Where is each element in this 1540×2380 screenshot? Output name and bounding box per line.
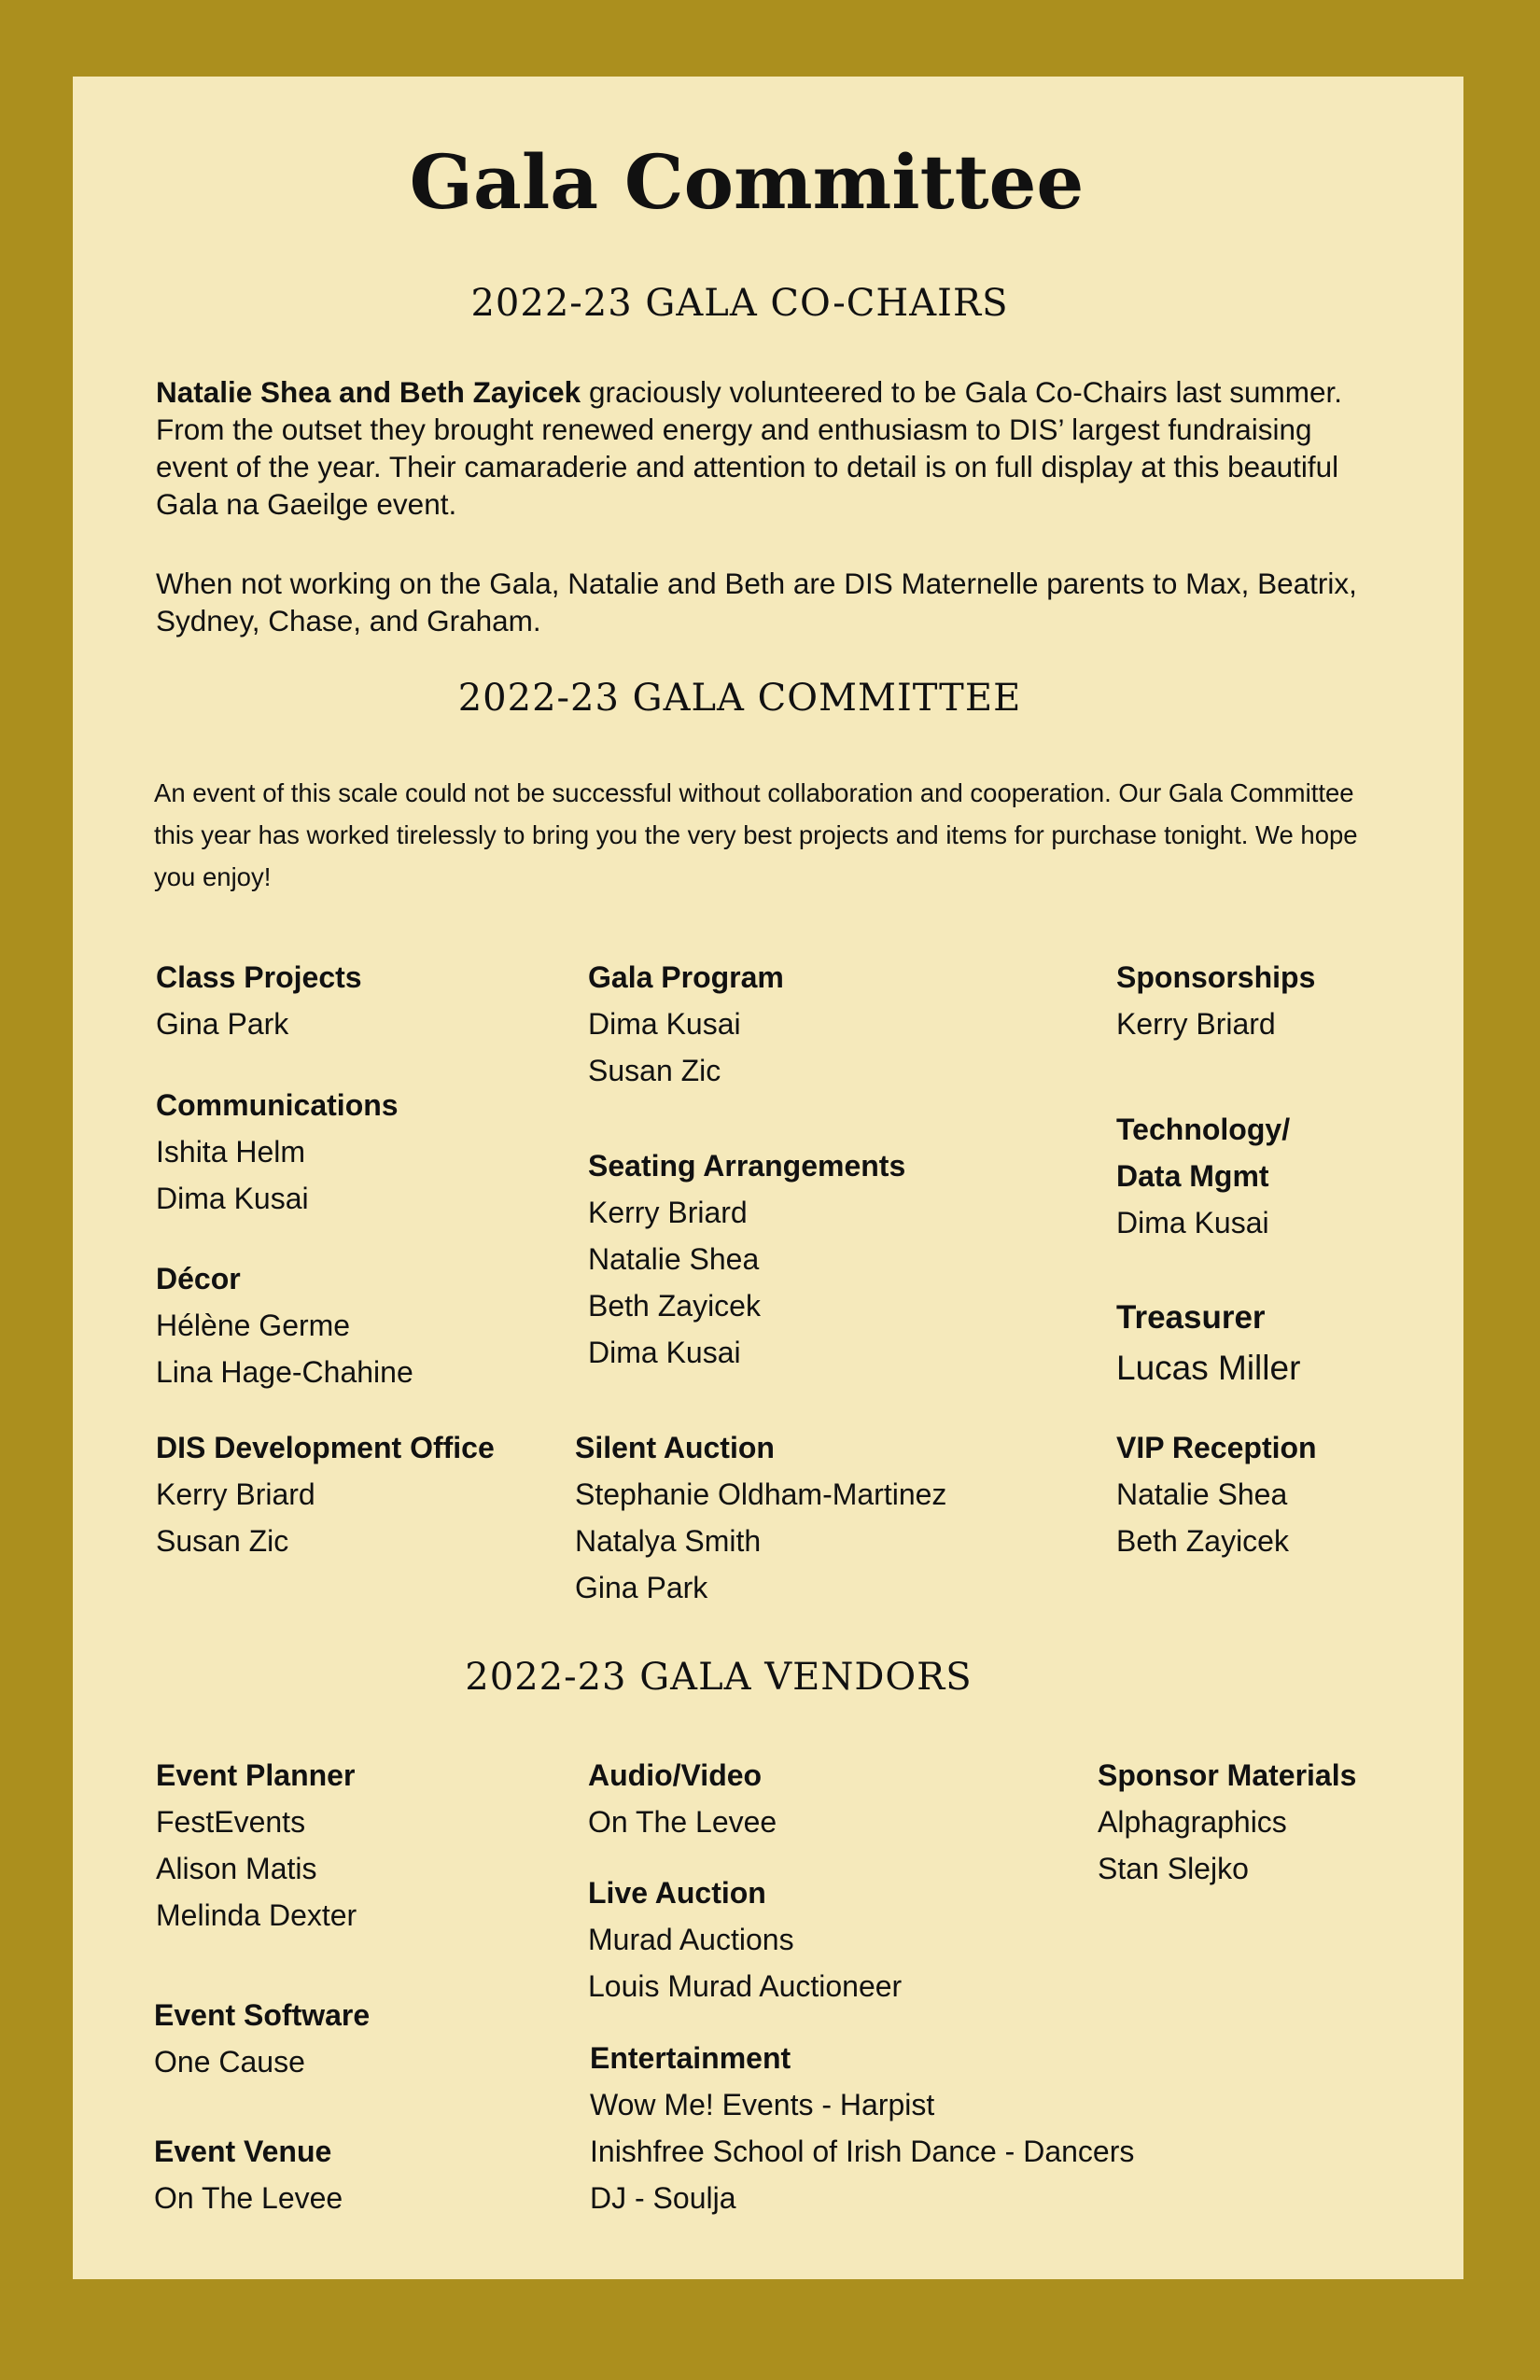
committee-heading: 2022-23 GALA COMMITTEE — [457, 677, 1022, 720]
committee-group-class-projects — [156, 954, 362, 1047]
group-heading: Class Projects — [156, 960, 362, 994]
committee-group-silent-auction — [575, 1424, 946, 1611]
committee-intro: An event of this scale could not be successful without collaboration and cooperation. Our Gala Committee this year has worked tirelessly to bring you the very best projects and items for purchase tonight. We hope you enjoy! — [154, 778, 1358, 891]
group-name: Beth Zayicek — [1116, 1524, 1289, 1558]
group-name: Melinda Dexter — [156, 1898, 357, 1932]
group-name: FestEvents — [156, 1805, 306, 1839]
group-heading: Entertainment — [590, 2041, 791, 2075]
cochairs-paragraph-1-text: graciously volunteered to be Gala Co-Chairs last summer. From the outset they brought renewed energy and enthusiasm to DIS’ largest fundraising event of the year. Their camaraderie and attention to detail is on full display at this beautiful Gala na Gaeilge event. — [156, 375, 1343, 521]
committee-group-technology — [1116, 1106, 1350, 1246]
vendor-group-event-software — [154, 1992, 370, 2085]
group-name: Natalya Smith — [575, 1524, 762, 1558]
group-name: Dima Kusai — [588, 1336, 741, 1369]
group-name: Lina Hage-Chahine — [156, 1355, 413, 1389]
committee-group-communications — [156, 1082, 399, 1222]
group-name: Inishfree School of Irish Dance - Dancers — [590, 2135, 1135, 2168]
group-name: Murad Auctions — [588, 1923, 794, 1956]
group-name: Lucas Miller — [1116, 1349, 1301, 1387]
group-name: Stephanie Oldham-Martinez — [575, 1477, 947, 1511]
vendor-group-sponsor-materials — [1098, 1752, 1356, 1892]
group-name: Natalie Shea — [588, 1242, 760, 1276]
group-heading: Sponsorships — [1116, 960, 1316, 994]
committee-group-seating — [588, 1142, 905, 1376]
vendor-group-event-planner — [156, 1752, 357, 1939]
group-name: Gina Park — [575, 1571, 708, 1604]
committee-group-treasurer — [1116, 1293, 1300, 1393]
cochairs-heading: 2022-23 GALA CO-CHAIRS — [470, 282, 1009, 325]
committee-group-vip-reception — [1116, 1424, 1317, 1564]
group-heading: Event Planner — [156, 1758, 356, 1792]
vendors-heading: 2022-23 GALA VENDORS — [465, 1656, 973, 1699]
group-name: Kerry Briard — [156, 1477, 315, 1511]
group-heading: Décor — [156, 1262, 241, 1295]
group-heading: Event Venue — [154, 2135, 332, 2168]
group-heading: Gala Program — [588, 960, 784, 994]
group-heading: Sponsor Materials — [1098, 1758, 1357, 1792]
vendor-group-event-venue — [154, 2128, 343, 2221]
group-name: Wow Me! Events - Harpist — [590, 2088, 935, 2121]
page-title: Gala Committee — [409, 138, 1085, 226]
group-name: Susan Zic — [156, 1524, 289, 1558]
group-heading: Silent Auction — [575, 1431, 775, 1464]
group-heading: DIS Development Office — [156, 1431, 495, 1464]
group-heading: Communications — [156, 1088, 399, 1122]
group-heading: Audio/Video — [588, 1758, 763, 1792]
cochairs-names: Natalie Shea and Beth Zayicek — [156, 375, 581, 409]
group-name: Gina Park — [156, 1007, 289, 1041]
vendor-group-audio-video — [588, 1752, 777, 1845]
cochairs-paragraph-1 — [156, 373, 1369, 523]
group-name: Dima Kusai — [156, 1182, 309, 1215]
committee-group-gala-program — [588, 954, 784, 1094]
group-name: Susan Zic — [588, 1054, 721, 1087]
group-name: Ishita Helm — [156, 1135, 306, 1169]
group-name: Dima Kusai — [588, 1007, 741, 1041]
group-name: Alphagraphics — [1098, 1805, 1287, 1839]
committee-group-sponsorships — [1116, 954, 1315, 1047]
group-name: DJ - Soulja — [590, 2181, 736, 2215]
group-name: Kerry Briard — [1116, 1007, 1276, 1041]
committee-group-development-office — [156, 1424, 495, 1564]
group-name: Dima Kusai — [1116, 1206, 1269, 1239]
group-name: Beth Zayicek — [588, 1289, 761, 1323]
group-name: Kerry Briard — [588, 1196, 748, 1229]
vendor-group-entertainment — [590, 2035, 1134, 2221]
group-heading: Technology/ Data Mgmt — [1116, 1113, 1291, 1193]
group-name: Louis Murad Auctioneer — [588, 1969, 903, 2003]
group-heading: Event Software — [154, 1998, 371, 2032]
group-heading: Seating Arrangements — [588, 1149, 906, 1183]
group-heading: VIP Reception — [1116, 1431, 1317, 1464]
group-name: Stan Slejko — [1098, 1852, 1249, 1885]
group-name: Natalie Shea — [1116, 1477, 1288, 1511]
group-name: Alison Matis — [156, 1852, 317, 1885]
group-name: On The Levee — [588, 1805, 777, 1839]
group-name: One Cause — [154, 2045, 305, 2079]
group-name: Hélène Germe — [156, 1309, 351, 1342]
committee-group-decor — [156, 1255, 413, 1395]
vendor-group-live-auction — [588, 1869, 902, 2009]
group-heading: Treasurer — [1116, 1299, 1266, 1336]
cochairs-paragraph-2: When not working on the Gala, Natalie and Beth are DIS Maternelle parents to Max, Beatrix, Sydney, Chase, and Graham. — [156, 567, 1357, 637]
group-name: On The Levee — [154, 2181, 343, 2215]
group-heading: Live Auction — [588, 1876, 766, 1910]
